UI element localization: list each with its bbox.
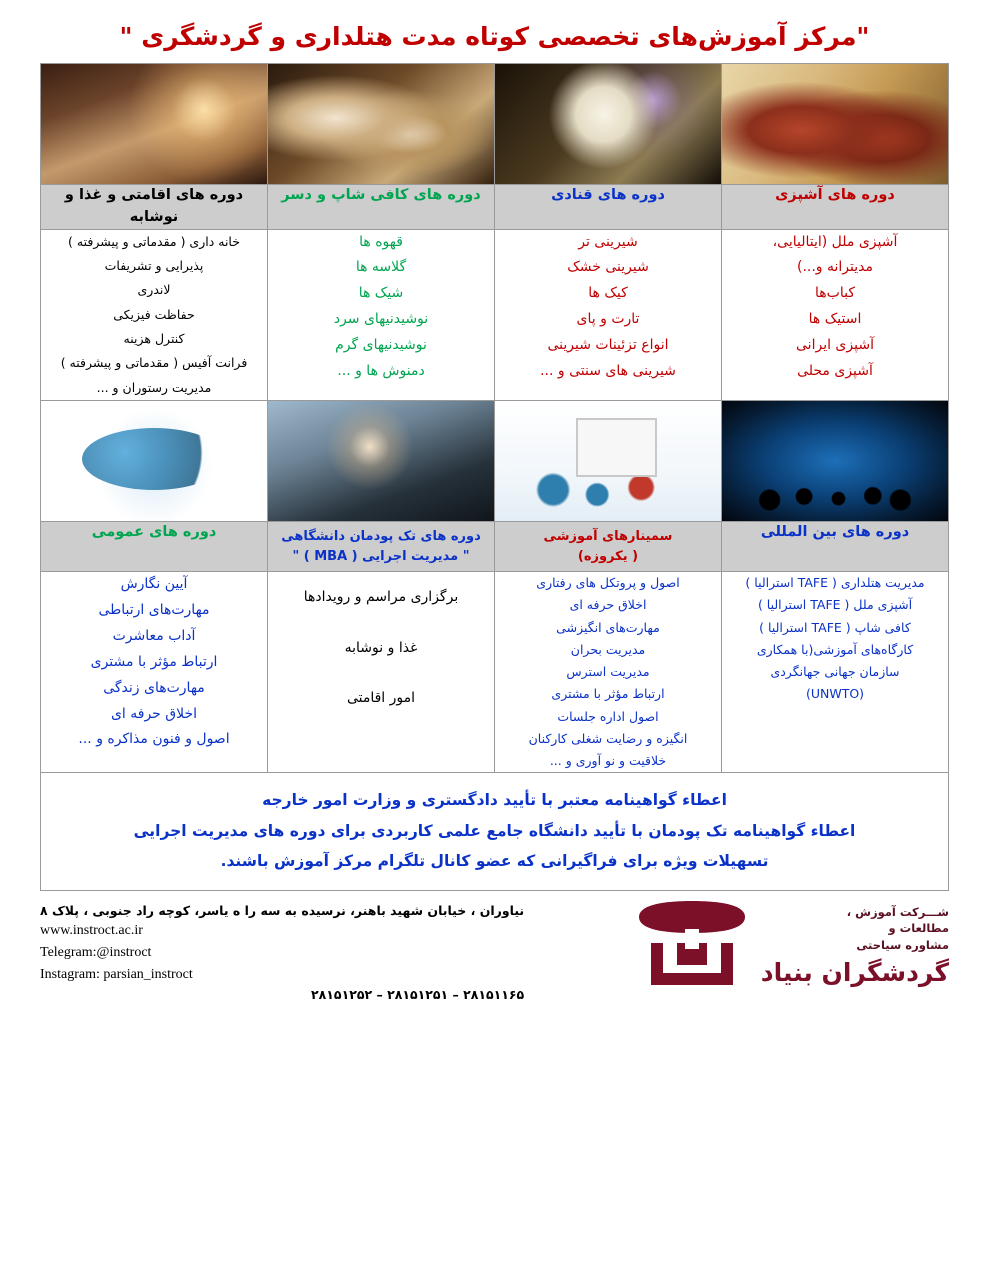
list-accommodation-courses: خانه داری ( مقدماتی و پیشرفته ) پذیرایی و تشریفات لاندری حفاظت فیزیکی کنترل هزینه فرانت آفیس ( مقدماتی و پیشرفته ) مدیریت رستوران و ... (41, 229, 268, 401)
row1-content-row (41, 229, 949, 401)
instagram-handle[interactable]: Instagram: parsian_instroct (40, 966, 193, 982)
logo-subtitle-2: مطالعات و (888, 921, 949, 936)
list-mba-module-courses: برگزاری مراسم و رویدادها غذا و نوشابه امور اقامتی (268, 572, 495, 773)
hotel-room-photo (41, 64, 267, 184)
coffee-cups-photo (268, 64, 494, 184)
note-line-3: تسهیلات ویژه برای فراگیرانی که عضو کانال تلگرام مرکز آموزش باشند. (220, 851, 769, 870)
graduate-photo (268, 401, 494, 521)
list-seminars: اصول و پروتکل های رفتاری اخلاق حرفه ای مهارت‌های انگیزشی مدیریت بحران مدیریت استرس ارتباط مؤثر با مشتری اصول اداره جلسات انگیزه و رضایت شغلی کارکنان خلاقیت و نو آوری و ... (495, 572, 722, 773)
global-meeting-photo (41, 401, 267, 521)
row2-photo-row (41, 401, 949, 522)
header-confectionery-courses: دوره های قنادی (495, 185, 722, 230)
address-line: نیاوران ، خیابان شهید باهنر، نرسیده به سه را ه یاسر، کوچه راد جنوبی ، پلاک ۸ (40, 903, 525, 919)
logo-mark-icon (633, 899, 751, 991)
list-general-courses: آیین نگارش مهارت‌های ارتباطی آداب معاشرت ارتباط مؤثر با مشتری مهارت‌های زندگی اخلاق حرفه ای اصول و فنون مذاکره و ... (41, 572, 268, 773)
footer-bar (40, 899, 949, 1005)
note-line-2: اعطاء گواهینامه تک پودمان با تأیید دانشگاه جامع علمی کاربردی برای دوره های مدیریت اجرایی (133, 821, 856, 840)
list-cooking-courses: آشپزی ملل (ایتالیایی، مدیترانه و...) کباب‌ها استیک ها آشپزی ایرانی آشپزی محلی (722, 229, 949, 401)
website-link[interactable]: www.instroct.ac.ir (40, 923, 143, 939)
logo-subtitle-3: مشاوره سیاحتی (856, 937, 949, 952)
row1-header-row (41, 185, 949, 230)
header-cooking-courses: دوره های آشپزی (722, 185, 949, 230)
international-network-photo (722, 401, 948, 521)
kabab-photo (722, 64, 948, 184)
classroom-photo (495, 401, 721, 521)
logo-text (761, 904, 949, 987)
logo-subtitle-1: شـــرکت آموزش ، (846, 904, 949, 919)
contact-block (40, 899, 524, 1005)
list-coffeeshop-courses: قهوه ها گلاسه ها شیک ها نوشیدنیهای سرد نوشیدنیهای گرم دمنوش ها و ... (268, 229, 495, 401)
list-international-courses: مدیریت هتلداری ( TAFE استرالیا ) آشپزی ملل ( TAFE استرالیا ) کافی شاپ ( TAFE استرالیا ) کارگاه‌های آموزشی(با همکاری سازمان جهانی جهانگردی (UNWTO) (722, 572, 949, 773)
row2-content-row (41, 572, 949, 773)
header-mba-module-courses: دوره های تک پودمان دانشگاهی " مدیریت اجرایی ( MBA ) " (268, 522, 495, 572)
certificate-notes (40, 773, 949, 891)
header-seminars: سمینارهای آموزشی ( یکروزه) (495, 522, 722, 572)
header-international-courses: دوره های بین المللی (722, 522, 949, 572)
header-coffeeshop-courses: دوره های کافی شاپ و دسر (268, 185, 495, 230)
telegram-handle[interactable]: Telegram:@instroct (40, 945, 152, 961)
list-confectionery-courses: شیرینی تر شیرینی خشک کیک ها تارت و پای انواع تزئینات شیرینی شیرینی های سنتی و ... (495, 229, 722, 401)
header-accommodation-courses: دوره های اقامتی و غذا و نوشابه (41, 185, 268, 230)
note-line-1: اعطاء گواهینامه معتبر با تأیید دادگستری و وزارت امور خارجه (262, 791, 727, 810)
logo-company-name: گردشگران بنیاد (760, 957, 949, 987)
row1-photo-row (41, 64, 949, 185)
pastry-photo (495, 64, 721, 184)
courses-grid (40, 63, 949, 773)
phone-numbers: ۲۸۱۵۱۱۶۵ – ۲۸۱۵۱۲۵۱ – ۲۸۱۵۱۲۵۲ (311, 987, 525, 1003)
row2-header-row (41, 522, 949, 572)
header-general-courses: دوره های عمومی (41, 522, 268, 572)
company-logo (623, 899, 949, 991)
page-title: "مرکز آموزش‌های تخصصی کوتاه مدت هتلداری و گردشگری " (119, 22, 870, 51)
